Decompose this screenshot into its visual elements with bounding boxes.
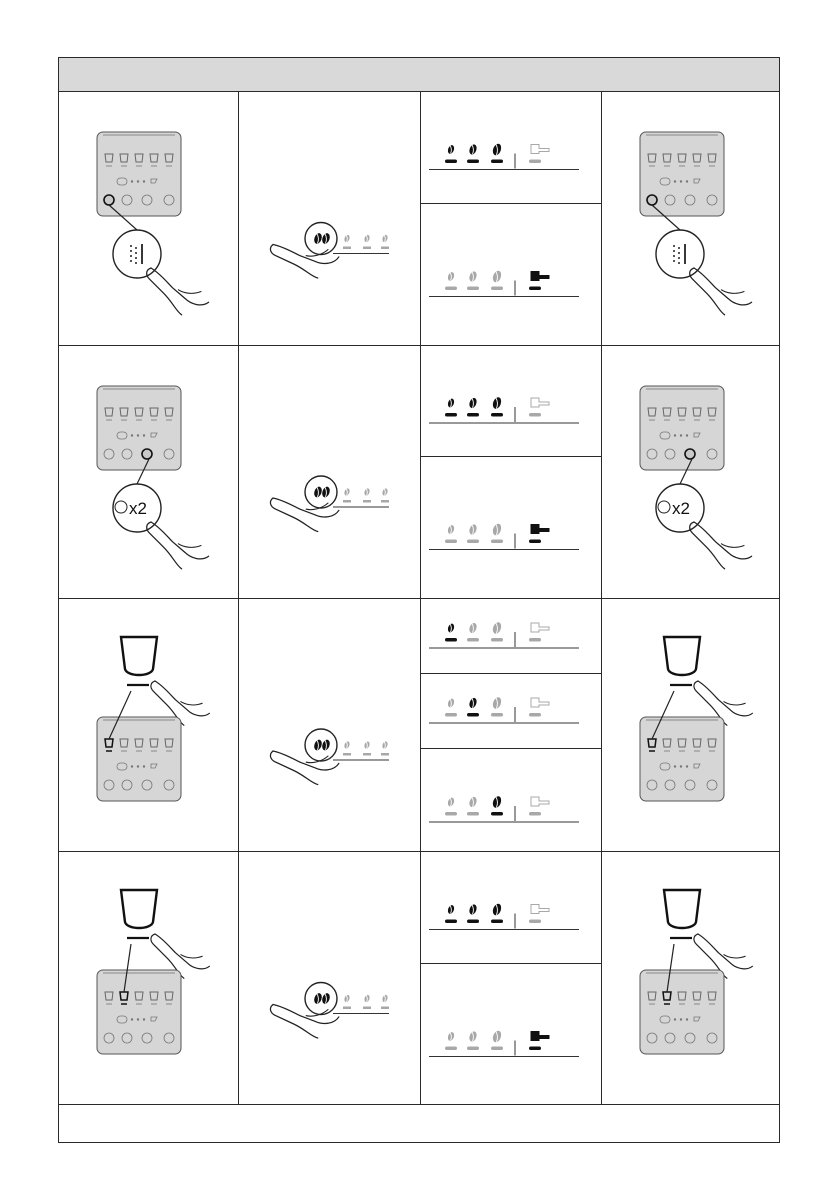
bean-level-bar bbox=[491, 413, 503, 417]
indicator-strip bbox=[429, 523, 579, 550]
control-panel bbox=[640, 386, 724, 470]
pressing-hand-icon bbox=[147, 522, 209, 569]
panel-button-2 bbox=[685, 449, 695, 459]
indicator-strip bbox=[429, 270, 579, 297]
indicator-option-espresso-cup-0 bbox=[421, 599, 601, 673]
scoop-icon bbox=[531, 623, 549, 632]
result-illustration-double-shot bbox=[602, 346, 782, 598]
bean-level-bar bbox=[445, 920, 457, 924]
bean-level-bar bbox=[467, 1047, 479, 1051]
indicator-option-double-shot-1 bbox=[421, 457, 601, 598]
scoop-icon bbox=[531, 698, 549, 707]
double-shot-label: x2 bbox=[672, 499, 690, 518]
scoop-icon bbox=[531, 905, 549, 914]
bean-level-bar bbox=[491, 638, 503, 642]
scoop-level-bar bbox=[529, 812, 541, 816]
indicator-option-espresso-cup-1 bbox=[421, 674, 601, 748]
indicator-strip bbox=[429, 1030, 579, 1057]
bean-level-bar bbox=[445, 413, 457, 417]
result-illustration-coffee-cup bbox=[602, 852, 782, 1105]
control-panel bbox=[97, 717, 181, 801]
button-zoom-circle bbox=[656, 230, 704, 278]
step-illustration-espresso-cup bbox=[59, 599, 239, 851]
bean-level-bar bbox=[445, 713, 457, 717]
bean-level-bar bbox=[445, 540, 457, 544]
control-panel bbox=[640, 717, 724, 801]
pressing-hand-icon bbox=[690, 268, 752, 315]
bean-level-bar bbox=[491, 920, 503, 924]
result-illustration-espresso-cup bbox=[602, 599, 782, 851]
indicator-option-espresso-cup-2 bbox=[421, 749, 601, 851]
press-illustration-grinder-coarseness bbox=[239, 92, 420, 345]
bean-level-bar bbox=[467, 638, 479, 642]
scoop-level-bar bbox=[529, 1047, 541, 1051]
result-illustration-grinder-coarseness bbox=[602, 92, 782, 345]
control-panel bbox=[97, 386, 181, 470]
scoop-level-bar bbox=[529, 713, 541, 717]
indicator-strip bbox=[429, 903, 579, 930]
scoop-level-bar bbox=[529, 540, 541, 544]
bean-level-bar bbox=[467, 920, 479, 924]
scoop-level-bar bbox=[529, 287, 541, 291]
indicator-option-grinder-coarseness-0 bbox=[421, 92, 601, 203]
bean-level-bar bbox=[445, 160, 457, 164]
press-illustration-coffee-cup bbox=[239, 852, 420, 1105]
indicator-strip bbox=[429, 696, 579, 723]
table-footer bbox=[59, 1104, 779, 1142]
bean-level-bar bbox=[467, 812, 479, 816]
panel-button-0 bbox=[104, 195, 114, 205]
pressing-hand-icon bbox=[690, 522, 752, 569]
indicator-option-grinder-coarseness-1 bbox=[421, 204, 601, 345]
cup-icon bbox=[664, 637, 700, 675]
bean-level-bar bbox=[491, 160, 503, 164]
indicator-option-double-shot-0 bbox=[421, 346, 601, 456]
bean-level-bar bbox=[445, 1047, 457, 1051]
bean-level-bar bbox=[445, 287, 457, 291]
indicator-option-coffee-cup-0 bbox=[421, 852, 601, 963]
indicator-strip bbox=[429, 396, 579, 423]
bean-level-bar bbox=[467, 413, 479, 417]
button-zoom-circle bbox=[113, 230, 161, 278]
table-header bbox=[59, 58, 779, 92]
scoop-icon bbox=[531, 525, 549, 534]
scoop-level-bar bbox=[529, 920, 541, 924]
scoop-level-bar bbox=[529, 160, 541, 164]
bean-level-bar bbox=[491, 713, 503, 717]
step-illustration-double-shot bbox=[59, 346, 239, 598]
bean-level-bar bbox=[491, 540, 503, 544]
pressing-hand-icon bbox=[147, 268, 209, 315]
step-illustration-grinder-coarseness bbox=[59, 92, 239, 345]
bean-level-bar bbox=[491, 1047, 503, 1051]
indicator-option-coffee-cup-1 bbox=[421, 964, 601, 1105]
bean-level-bar bbox=[491, 812, 503, 816]
control-panel bbox=[97, 970, 181, 1054]
scoop-icon bbox=[531, 398, 549, 407]
double-shot-label: x2 bbox=[129, 499, 147, 518]
cup-icon bbox=[664, 890, 700, 928]
scoop-icon bbox=[531, 272, 549, 281]
scoop-icon bbox=[531, 145, 549, 154]
control-panel bbox=[640, 970, 724, 1054]
bean-level-bar bbox=[445, 638, 457, 642]
scoop-level-bar bbox=[529, 413, 541, 417]
panel-button-2 bbox=[142, 449, 152, 459]
cup-icon bbox=[121, 637, 157, 675]
bean-level-bar bbox=[467, 287, 479, 291]
bean-level-bar bbox=[467, 540, 479, 544]
indicator-strip bbox=[429, 143, 579, 170]
press-illustration-double-shot bbox=[239, 346, 420, 598]
scoop-icon bbox=[531, 797, 549, 806]
control-panel bbox=[640, 132, 724, 216]
bean-level-bar bbox=[467, 160, 479, 164]
step-illustration-coffee-cup bbox=[59, 852, 239, 1105]
cup-icon bbox=[121, 890, 157, 928]
panel-button-0 bbox=[647, 195, 657, 205]
bean-level-bar bbox=[445, 812, 457, 816]
indicator-strip bbox=[429, 795, 579, 822]
control-panel bbox=[97, 132, 181, 216]
bean-level-bar bbox=[467, 713, 479, 717]
bean-level-bar bbox=[491, 287, 503, 291]
scoop-icon bbox=[531, 1032, 549, 1041]
press-illustration-espresso-cup bbox=[239, 599, 420, 851]
scoop-level-bar bbox=[529, 638, 541, 642]
indicator-strip bbox=[429, 621, 579, 648]
